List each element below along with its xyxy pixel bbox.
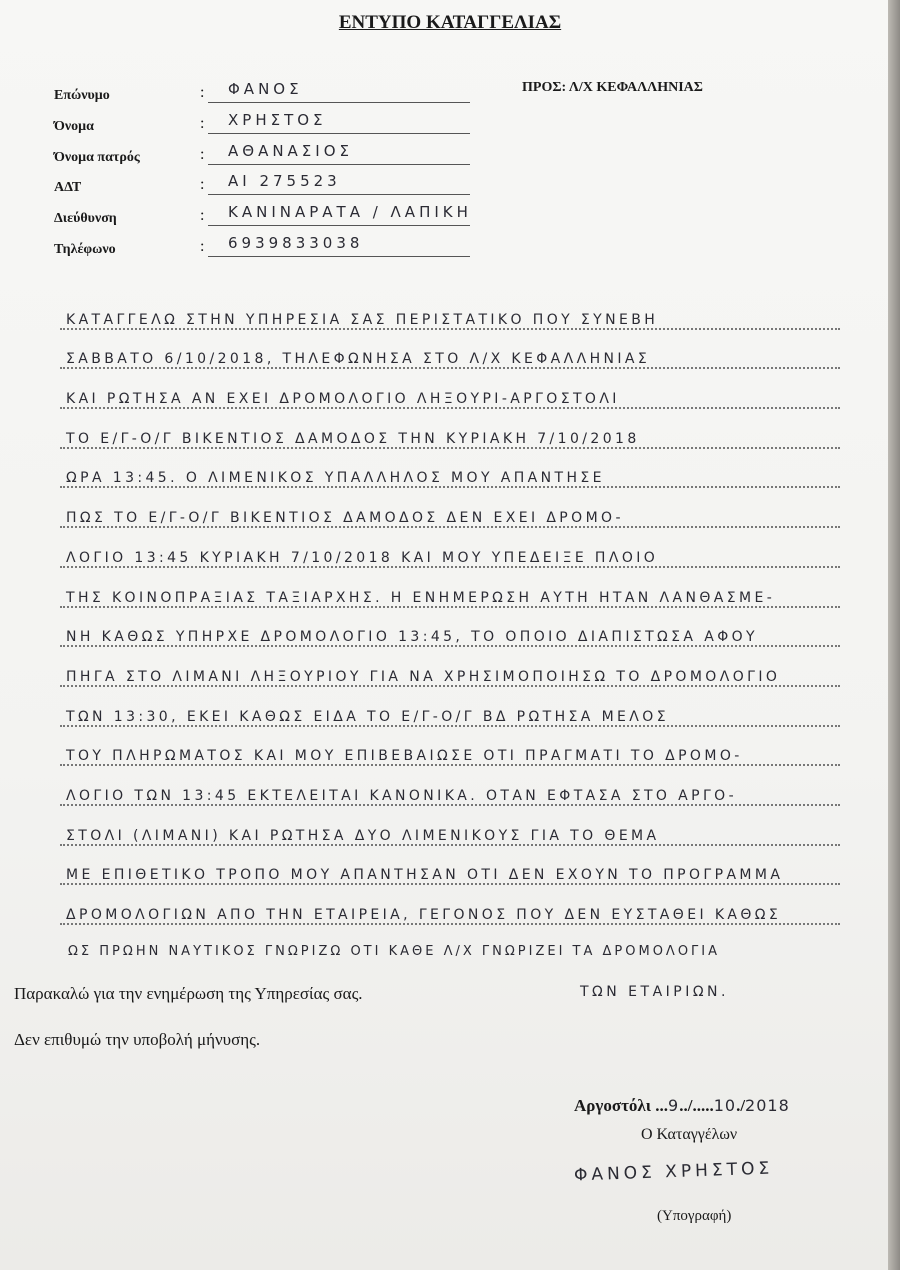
field-value: ΑΙ 275523: [228, 172, 341, 190]
signer-label: Ο Καταγγέλων: [641, 1126, 738, 1143]
field-father-name: Όνομα πατρός : ΑΘΑΝΑΣΙΟΣ: [0, 146, 480, 170]
date-year: 2018: [745, 1096, 790, 1115]
body-line: ΤΟ Ε/Γ-Ο/Γ ΒΙΚΕΝΤΙΟΣ ΔΑΜΟΔΟΣ ΤΗΝ ΚΥΡΙΑΚΗ 7/10/2018: [60, 417, 840, 457]
body-line: ΣΤΟΛΙ (ΛΙΜΑΝΙ) ΚΑΙ ΡΩΤΗΣΑ ΔΥΟ ΛΙΜΕΝΙΚΟΥΣ ΓΙΑ ΤΟ ΘΕΜΑ: [60, 814, 840, 854]
body-line: ΛΟΓΙΟ ΤΩΝ 13:45 ΕΚΤΕΛΕΙΤΑΙ ΚΑΝΟΝΙΚΑ. ΟΤΑΝ ΕΦΤΑΣΑ ΣΤΟ ΑΡΓΟ-: [60, 774, 840, 814]
handwritten-signature: ΦΑΝΟΣ ΧΡΗΣΤΟΣ: [573, 1158, 774, 1186]
field-value: ΦΑΝΟΣ: [228, 80, 303, 98]
body-line: ΠΩΣ ΤΟ Ε/Γ-Ο/Γ ΒΙΚΕΝΤΙΟΣ ΔΑΜΟΔΟΣ ΔΕΝ ΕΧΕΙ ΔΡΟΜΟ-: [60, 496, 840, 536]
field-label: Όνομα πατρός: [54, 150, 140, 165]
field-label: Επώνυμο: [54, 88, 110, 103]
field-value: ΚΑΝΙΝΑΡΑΤΑ / ΛΑΠΙΚΗ: [228, 203, 472, 221]
field-address: Διεύθυνση : ΚΑΝΙΝΑΡΑΤΑ / ΛΑΠΙΚΗ: [54, 203, 472, 226]
field-id-number: ΑΔΤ : ΑΙ 275523: [0, 176, 480, 200]
body-line: ΔΡΟΜΟΛΟΓΙΩΝ ΑΠΟ ΤΗΝ ΕΤΑΙΡΕΙΑ, ΓΕΓΟΝΟΣ ΠΟΥ ΔΕΝ ΕΥΣΤΑΘΕΙ ΚΑΘΩΣ: [60, 893, 840, 933]
field-label: ΑΔΤ: [54, 180, 82, 195]
field-label: Διεύθυνση: [54, 211, 117, 226]
body-line: ΤΗΣ ΚΟΙΝΟΠΡΑΞΙΑΣ ΤΑΞΙΑΡΧΗΣ. Η ΕΝΗΜΕΡΩΣΗ ΑΥΤΗ ΗΤΑΝ ΛΑΝΘΑΣΜΕ-: [60, 576, 840, 616]
body-line: ΚΑΙ ΡΩΤΗΣΑ ΑΝ ΕΧΕΙ ΔΡΟΜΟΛΟΓΙΟ ΛΗΞΟΥΡΙ-ΑΡΓΟΣΤΟΛΙ: [60, 377, 840, 417]
body-line: ΠΗΓΑ ΣΤΟ ΛΙΜΑΝΙ ΛΗΞΟΥΡΙΟΥ ΓΙΑ ΝΑ ΧΡΗΣΙΜΟΠΟΙΗΣΩ ΤΟ ΔΡΟΜΟΛΟΓΙΟ: [60, 655, 840, 695]
no-lawsuit-text: Δεν επιθυμώ την υποβολή μήνυσης.: [14, 1030, 261, 1049]
handwritten-extra-line: ΩΣ ΠΡΩΗΝ ΝΑΥΤΙΚΟΣ ΓΝΩΡΙΖΩ ΟΤΙ ΚΑΘΕ Λ/Χ ΓΝΩΡΙΖΕΙ ΤΑ ΔΡΟΜΟΛΟΓΙΑ: [68, 944, 721, 959]
field-label: Τηλέφωνο: [54, 242, 116, 257]
body-line: ΛΟΓΙΟ 13:45 ΚΥΡΙΑΚΗ 7/10/2018 ΚΑΙ ΜΟΥ ΥΠΕΔΕΙΞΕ ΠΛΟΙΟ: [60, 536, 840, 576]
request-text: Παρακαλώ για την ενημέρωση της Υπηρεσίας σας.: [14, 984, 363, 1003]
field-surname: Επώνυμο : ΦΑΝΟΣ: [0, 84, 480, 108]
place-name: Αργοστόλι: [574, 1096, 652, 1115]
field-label: Όνομα: [54, 119, 94, 134]
handwritten-extra-line-2: ΤΩΝ ΕΤΑΙΡΙΩΝ.: [580, 984, 729, 1000]
field-value: ΧΡΗΣΤΟΣ: [228, 111, 327, 129]
body-line: ΩΡΑ 13:45. Ο ΛΙΜΕΝΙΚΟΣ ΥΠΑΛΛΗΛΟΣ ΜΟΥ ΑΠΑΝΤΗΣΕ: [60, 457, 840, 497]
complaint-body: [60, 298, 840, 933]
field-name: Όνομα : ΧΡΗΣΤΟΣ: [0, 115, 480, 139]
body-line: ΝΗ ΚΑΘΩΣ ΥΠΗΡΧΕ ΔΡΟΜΟΛΟΓΙΟ 13:45, ΤΟ ΟΠΟΙΟ ΔΙΑΠΙΣΤΩΣΑ ΑΦΟΥ: [60, 616, 840, 656]
body-line: ΤΩΝ 13:30, ΕΚΕΙ ΚΑΘΩΣ ΕΙΔΑ ΤΟ Ε/Γ-Ο/Γ ΒΔ ΡΩΤΗΣΑ ΜΕΛΟΣ: [60, 695, 840, 735]
place-date-line: Αργοστόλι ...9../.....10./2018: [574, 1096, 790, 1115]
recipient-line: ΠΡΟΣ: Λ/Χ ΚΕΦΑΛΛΗΝΙΑΣ: [522, 80, 703, 95]
body-line: ΜΕ ΕΠΙΘΕΤΙΚΟ ΤΡΟΠΟ ΜΟΥ ΑΠΑΝΤΗΣΑΝ ΟΤΙ ΔΕΝ ΕΧΟΥΝ ΤΟ ΠΡΟΓΡΑΜΜΑ: [60, 854, 840, 894]
field-value: ΑΘΑΝΑΣΙΟΣ: [228, 142, 353, 160]
page-edge-shadow: [888, 0, 900, 1270]
date-day: 9: [668, 1096, 680, 1115]
field-value: 6939833038: [228, 234, 364, 252]
field-phone: Τηλέφωνο : 6939833038: [0, 238, 480, 262]
signature-label: (Υπογραφή): [657, 1208, 732, 1224]
body-line: ΤΟΥ ΠΛΗΡΩΜΑΤΟΣ ΚΑΙ ΜΟΥ ΕΠΙΒΕΒΑΙΩΣΕ ΟΤΙ ΠΡΑΓΜΑΤΙ ΤΟ ΔΡΟΜΟ-: [60, 735, 840, 775]
body-line: ΚΑΤΑΓΓΕΛΩ ΣΤΗΝ ΥΠΗΡΕΣΙΑ ΣΑΣ ΠΕΡΙΣΤΑΤΙΚΟ ΠΟΥ ΣΥΝΕΒΗ: [60, 298, 840, 338]
date-month: 10: [713, 1096, 737, 1115]
body-line: ΣΑΒΒΑΤΟ 6/10/2018, ΤΗΛΕΦΩΝΗΣΑ ΣΤΟ Λ/Χ ΚΕΦΑΛΛΗΝΙΑΣ: [60, 338, 840, 378]
form-title: ΕΝΤΥΠΟ ΚΑΤΑΓΓΕΛΙΑΣ: [338, 12, 562, 33]
